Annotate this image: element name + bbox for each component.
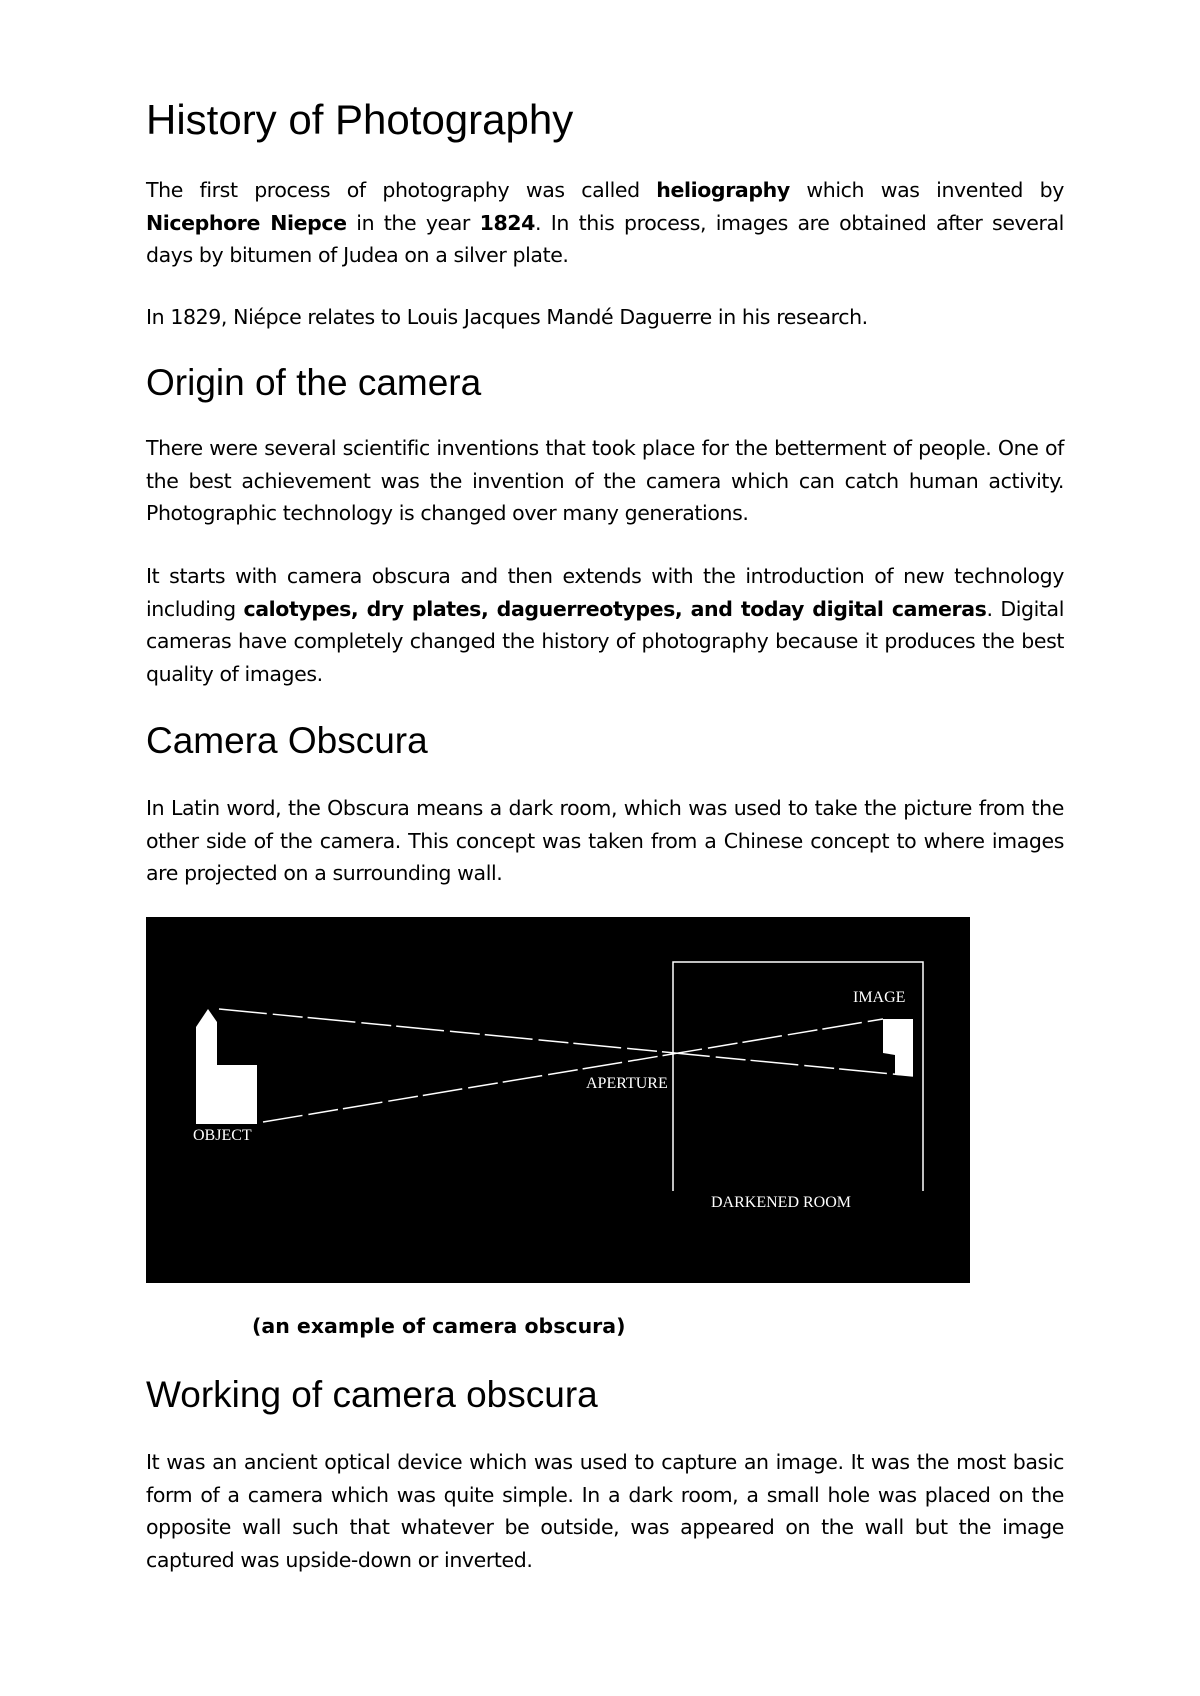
section-heading-working: Working of camera obscura — [146, 1374, 598, 1415]
origin-bold-technologies: calotypes, dry plates, daguerreotypes, and today digital cameras — [243, 596, 987, 621]
intro-paragraph-1 — [146, 174, 1064, 272]
intro-paragraph-2: In 1829, Niépce relates to Louis Jacques Mandé Daguerre in his research. — [146, 305, 868, 329]
label-image: IMAGE — [853, 989, 906, 1006]
intro-text-a: The first process of photography was called — [146, 178, 657, 202]
section-heading-obscura: Camera Obscura — [146, 720, 428, 761]
intro-bold-heliography: heliography — [656, 178, 790, 202]
origin-paragraph-1: There were several scientific inventions that took place for the betterment of people. One of the best achievement was the invention of the camera which can catch human activity. Photographic technology is changed over many generations. — [146, 436, 1064, 525]
intro-text-d: in the year — [346, 210, 480, 235]
intro-text-e: . In this process, images are obtained after several days by bitumen of Judea on a silver plate. — [146, 210, 1064, 267]
camera-obscura-diagram — [146, 917, 970, 1283]
intro-bold-niepce: Nicephore Niepce — [146, 210, 347, 235]
label-darkened-room: DARKENED ROOM — [711, 1194, 851, 1211]
section-heading-origin: Origin of the camera — [146, 362, 482, 403]
figure-caption: (an example of camera obscura) — [252, 1314, 626, 1338]
working-paragraph-1: It was an ancient optical device which was used to capture an image. It was the most basic form of a camera which was quite simple. In a dark room, a small hole was placed on the opposite wall such that whatever be outside, was appeared on the wall but the image captured was upside-down or inverted. — [146, 1450, 1064, 1572]
diagram-background — [146, 917, 970, 1283]
obscura-paragraph-1: In Latin word, the Obscura means a dark room, which was used to take the picture from the other side of the camera. This concept was taken from a Chinese concept to where images are projected on a surrounding wall. — [146, 796, 1064, 885]
origin-text-a: It starts with camera obscura and then extends with the introduction of new technology including — [146, 564, 1064, 621]
origin-paragraph-2 — [146, 560, 1064, 690]
page-title: History of Photography — [146, 96, 574, 143]
diagram-svg — [146, 917, 970, 1283]
label-aperture: APERTURE — [586, 1075, 668, 1092]
intro-bold-year: 1824 — [479, 210, 536, 235]
origin-text-c: . Digital cameras have completely changed the history of photography because it produces the best quality of images. — [146, 596, 1065, 686]
label-object: OBJECT — [193, 1127, 252, 1144]
intro-text-c: which was invented by — [789, 178, 1064, 202]
